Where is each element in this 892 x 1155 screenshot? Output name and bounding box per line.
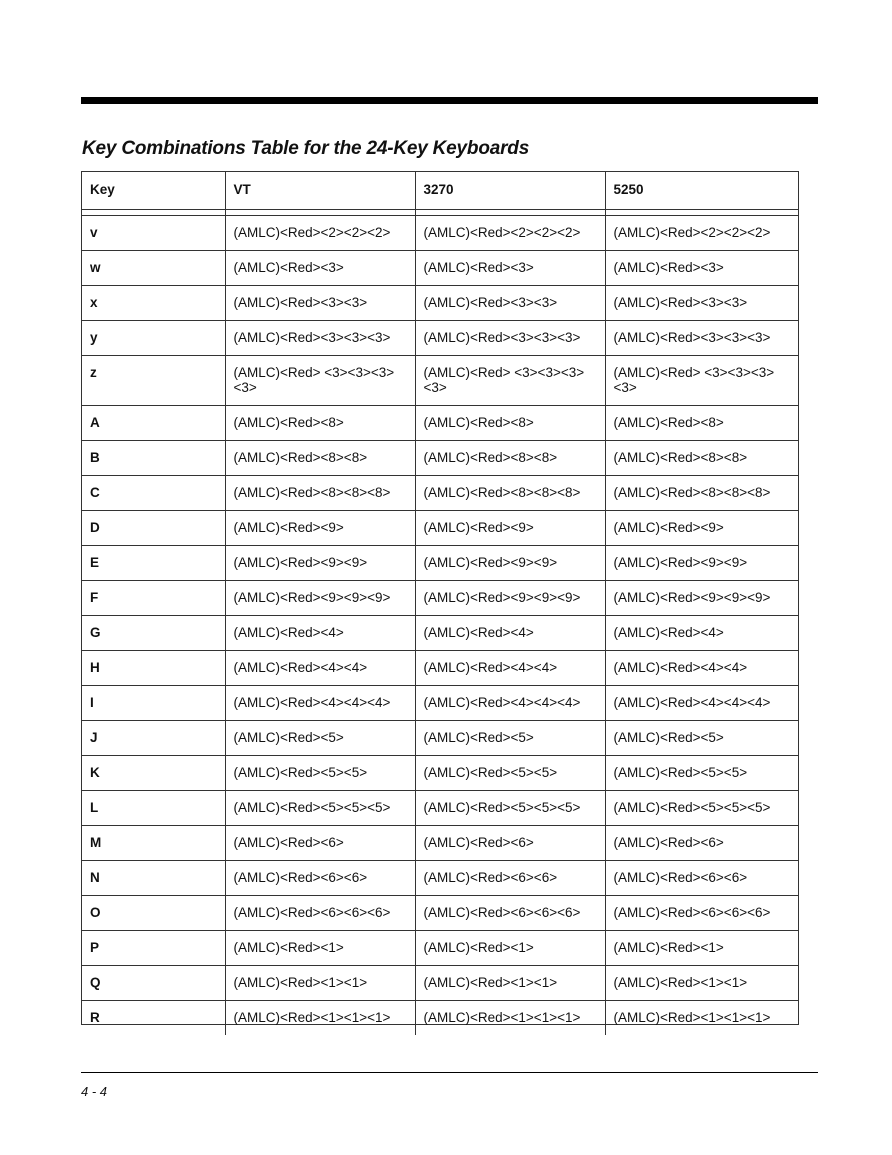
ibm3270-cell: (AMLC)<Red><8><8> (415, 440, 605, 475)
header-vt: VT (225, 172, 415, 209)
ibm3270-cell: (AMLC)<Red> <3><3><3><3> (415, 355, 605, 405)
key-cell: K (90, 764, 100, 780)
vt-cell: (AMLC)<Red><6> (225, 825, 415, 860)
ibm3270-cell: (AMLC)<Red><8><8><8> (415, 475, 605, 510)
key-cell: B (90, 449, 100, 465)
table-row (82, 650, 798, 685)
ibm5250-cell: (AMLC)<Red><8><8><8> (605, 475, 798, 510)
table-row (82, 755, 798, 790)
page-number: 4 - 4 (81, 1084, 108, 1099)
ibm5250-cell: (AMLC)<Red><1><1><1> (605, 1000, 798, 1035)
table-body (82, 215, 798, 1035)
key-cell: G (90, 624, 101, 640)
ibm3270-cell: (AMLC)<Red><4><4><4> (415, 685, 605, 720)
key-cell: L (90, 799, 99, 815)
key-cell: O (90, 904, 101, 920)
ibm3270-cell: (AMLC)<Red><6><6> (415, 860, 605, 895)
ibm5250-cell: (AMLC)<Red><1><1> (605, 965, 798, 1000)
table-row (82, 580, 798, 615)
key-combinations-table (81, 171, 799, 1025)
table-row (82, 790, 798, 825)
key-cell: H (90, 659, 100, 675)
ibm5250-cell: (AMLC)<Red><4> (605, 615, 798, 650)
page-title: Key Combinations Table for the 24-Key Keyboards (82, 138, 530, 159)
ibm3270-cell: (AMLC)<Red><6> (415, 825, 605, 860)
key-cell: R (90, 1009, 100, 1025)
table-row (82, 685, 798, 720)
table-row (82, 615, 798, 650)
table-row (82, 545, 798, 580)
ibm5250-cell: (AMLC)<Red><8> (605, 405, 798, 440)
vt-cell: (AMLC)<Red><9> (225, 510, 415, 545)
ibm5250-cell: (AMLC)<Red><6><6><6> (605, 895, 798, 930)
vt-cell: (AMLC)<Red><6><6> (225, 860, 415, 895)
vt-cell: (AMLC)<Red><8> (225, 405, 415, 440)
table-row (82, 860, 798, 895)
ibm3270-cell: (AMLC)<Red><6><6><6> (415, 895, 605, 930)
vt-cell: (AMLC)<Red><5><5> (225, 755, 415, 790)
ibm5250-cell: (AMLC)<Red><5><5> (605, 755, 798, 790)
key-cell: D (90, 519, 100, 535)
table-row (82, 215, 798, 250)
ibm3270-cell: (AMLC)<Red><9><9> (415, 545, 605, 580)
vt-cell: (AMLC)<Red><3><3><3> (225, 320, 415, 355)
key-cell: M (90, 834, 102, 850)
key-cell: P (90, 939, 100, 955)
ibm3270-cell: (AMLC)<Red><8> (415, 405, 605, 440)
ibm5250-cell: (AMLC)<Red><6><6> (605, 860, 798, 895)
vt-cell: (AMLC)<Red><1><1> (225, 965, 415, 1000)
table-row (82, 440, 798, 475)
ibm5250-cell: (AMLC)<Red> <3><3><3><3> (605, 355, 798, 405)
ibm5250-cell: (AMLC)<Red><5><5><5> (605, 790, 798, 825)
key-cell: v (90, 224, 98, 240)
key-cell: C (90, 484, 100, 500)
key-cell: Q (90, 974, 101, 990)
table-row (82, 285, 798, 320)
vt-cell: (AMLC)<Red><1><1><1> (225, 1000, 415, 1035)
ibm5250-cell: (AMLC)<Red><3><3><3> (605, 320, 798, 355)
vt-cell: (AMLC)<Red><2><2><2> (225, 215, 415, 250)
ibm3270-cell: (AMLC)<Red><3><3> (415, 285, 605, 320)
vt-cell: (AMLC)<Red><3><3> (225, 285, 415, 320)
ibm3270-cell: (AMLC)<Red><1> (415, 930, 605, 965)
table-row (82, 895, 798, 930)
vt-cell: (AMLC)<Red><3> (225, 250, 415, 285)
header-3270: 3270 (415, 172, 605, 209)
ibm3270-cell: (AMLC)<Red><3><3><3> (415, 320, 605, 355)
ibm3270-cell: (AMLC)<Red><4><4> (415, 650, 605, 685)
vt-cell: (AMLC)<Red><5> (225, 720, 415, 755)
ibm5250-cell: (AMLC)<Red><3><3> (605, 285, 798, 320)
ibm5250-cell: (AMLC)<Red><5> (605, 720, 798, 755)
key-cell: F (90, 589, 99, 605)
ibm3270-cell: (AMLC)<Red><5><5><5> (415, 790, 605, 825)
ibm3270-cell: (AMLC)<Red><1><1><1> (415, 1000, 605, 1035)
key-cell: J (90, 729, 98, 745)
vt-cell: (AMLC)<Red><6><6><6> (225, 895, 415, 930)
header-5250: 5250 (605, 172, 798, 209)
key-cell: A (90, 414, 100, 430)
ibm3270-cell: (AMLC)<Red><5><5> (415, 755, 605, 790)
table-header-row (82, 172, 798, 209)
ibm5250-cell: (AMLC)<Red><4><4><4> (605, 685, 798, 720)
vt-cell: (AMLC)<Red><9><9> (225, 545, 415, 580)
table-row (82, 475, 798, 510)
table-row (82, 320, 798, 355)
table-row (82, 965, 798, 1000)
vt-cell: (AMLC)<Red><4> (225, 615, 415, 650)
bottom-rule (81, 1072, 818, 1073)
table-row (82, 405, 798, 440)
ibm5250-cell: (AMLC)<Red><8><8> (605, 440, 798, 475)
ibm5250-cell: (AMLC)<Red><4><4> (605, 650, 798, 685)
ibm5250-cell: (AMLC)<Red><1> (605, 930, 798, 965)
vt-cell: (AMLC)<Red><9><9><9> (225, 580, 415, 615)
ibm3270-cell: (AMLC)<Red><4> (415, 615, 605, 650)
table-row (82, 510, 798, 545)
key-cell: x (90, 294, 98, 310)
vt-cell: (AMLC)<Red><5><5><5> (225, 790, 415, 825)
vt-cell: (AMLC)<Red><1> (225, 930, 415, 965)
ibm3270-cell: (AMLC)<Red><5> (415, 720, 605, 755)
table-row (82, 1000, 798, 1035)
ibm3270-cell: (AMLC)<Red><1><1> (415, 965, 605, 1000)
header-key: Key (90, 182, 115, 197)
table-row (82, 355, 798, 405)
top-rule (81, 97, 818, 104)
key-cell: z (90, 364, 97, 380)
ibm5250-cell: (AMLC)<Red><6> (605, 825, 798, 860)
ibm5250-cell: (AMLC)<Red><9> (605, 510, 798, 545)
vt-cell: (AMLC)<Red> <3><3><3><3> (225, 355, 415, 405)
key-cell: I (90, 694, 94, 710)
ibm5250-cell: (AMLC)<Red><9><9> (605, 545, 798, 580)
vt-cell: (AMLC)<Red><8><8> (225, 440, 415, 475)
table-row (82, 250, 798, 285)
table-row (82, 930, 798, 965)
table-row (82, 720, 798, 755)
ibm5250-cell: (AMLC)<Red><3> (605, 250, 798, 285)
table-row (82, 825, 798, 860)
key-cell: w (90, 259, 101, 275)
key-cell: E (90, 554, 100, 570)
key-cell: y (90, 329, 98, 345)
vt-cell: (AMLC)<Red><8><8><8> (225, 475, 415, 510)
ibm3270-cell: (AMLC)<Red><9> (415, 510, 605, 545)
ibm3270-cell: (AMLC)<Red><2><2><2> (415, 215, 605, 250)
key-cell: N (90, 869, 100, 885)
ibm3270-cell: (AMLC)<Red><9><9><9> (415, 580, 605, 615)
vt-cell: (AMLC)<Red><4><4><4> (225, 685, 415, 720)
ibm5250-cell: (AMLC)<Red><2><2><2> (605, 215, 798, 250)
ibm3270-cell: (AMLC)<Red><3> (415, 250, 605, 285)
ibm5250-cell: (AMLC)<Red><9><9><9> (605, 580, 798, 615)
vt-cell: (AMLC)<Red><4><4> (225, 650, 415, 685)
